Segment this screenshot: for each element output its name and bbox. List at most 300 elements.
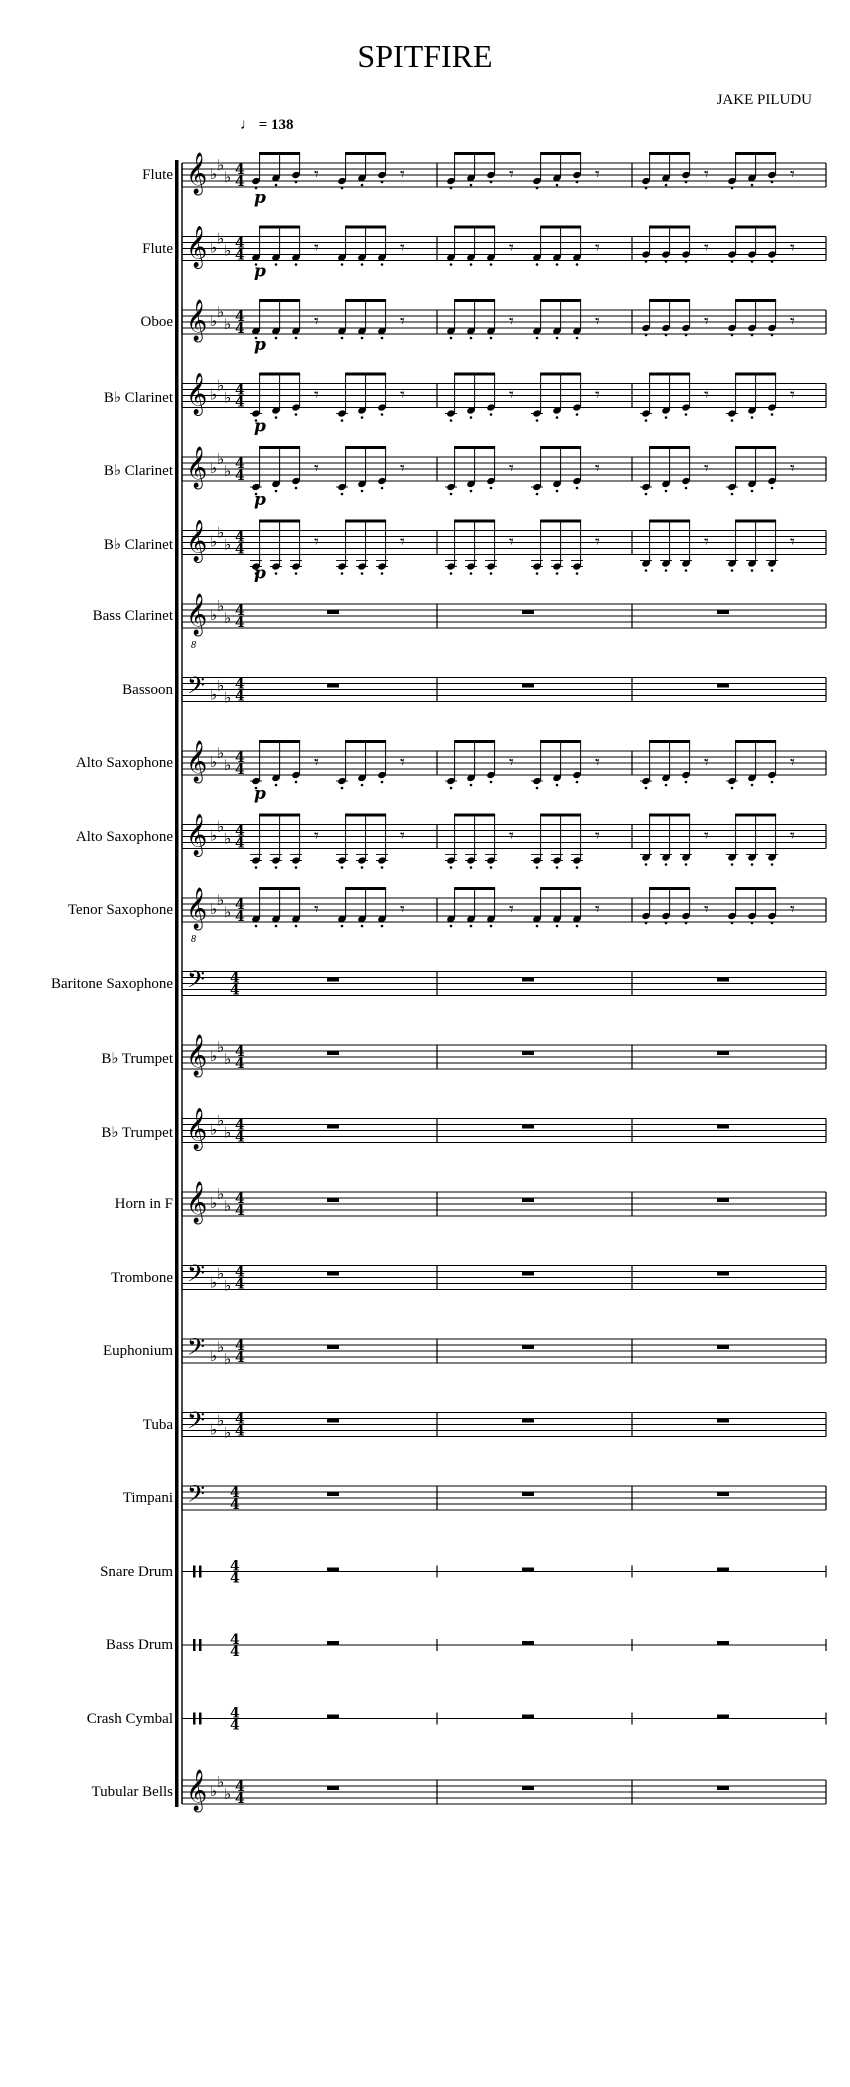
beam — [454, 152, 495, 155]
dynamic-marking: p — [254, 490, 266, 510]
eighth-rest-icon: 𝄾 — [790, 311, 795, 332]
staccato-dot — [361, 416, 364, 419]
staccato-dot — [751, 784, 754, 787]
staccato-dot — [731, 493, 734, 496]
whole-rest — [327, 1419, 339, 1423]
beam — [649, 446, 690, 449]
whole-rest — [327, 978, 339, 982]
staccato-dot — [536, 572, 539, 575]
flat-icon: ♭ — [224, 535, 232, 554]
eighth-rest-icon: 𝄾 — [314, 311, 319, 332]
staccato-dot — [255, 925, 258, 928]
instrument-label: B♭ Trumpet — [101, 1124, 173, 1141]
staccato-dot — [490, 866, 493, 869]
staccato-dot — [771, 569, 774, 572]
staccato-dot — [450, 187, 453, 190]
flat-icon: ♭ — [217, 229, 225, 248]
whole-rest — [522, 684, 534, 688]
staccato-dot — [295, 181, 298, 184]
staff-13 — [182, 1034, 826, 1077]
staccato-dot — [490, 925, 493, 928]
staccato-dot — [470, 866, 473, 869]
staccato-dot — [341, 866, 344, 869]
eighth-rest-icon: 𝄾 — [314, 237, 319, 259]
whole-rest — [717, 1715, 729, 1719]
beam — [345, 226, 386, 229]
staccato-dot — [665, 569, 668, 572]
eighth-rest-icon: 𝄾 — [400, 384, 405, 406]
treble-clef-icon: 𝄞 — [186, 888, 208, 929]
whole-rest — [327, 1272, 339, 1276]
beam — [649, 152, 690, 155]
flat-icon: ♭ — [210, 753, 218, 771]
eighth-rest-icon: 𝄾 — [314, 752, 319, 773]
whole-rest — [522, 1786, 534, 1790]
staccato-dot — [536, 493, 539, 496]
treble-clef-icon: 𝄞 — [186, 594, 208, 635]
whole-rest — [327, 1345, 339, 1349]
staccato-dot — [556, 572, 559, 575]
staff-8 — [182, 672, 826, 707]
staccato-dot — [556, 184, 559, 187]
staccato-dot — [771, 181, 774, 184]
staccato-dot — [731, 863, 734, 866]
score-title: SPITFIRE — [357, 38, 493, 74]
treble-clef-icon: 𝄞 — [186, 520, 208, 562]
staccato-dot — [685, 181, 688, 184]
whole-rest — [522, 1272, 534, 1276]
time-sig-top: 4 — [235, 309, 245, 325]
time-sig-bottom: 4 — [235, 1056, 245, 1072]
beam — [735, 152, 776, 155]
staccato-dot — [731, 334, 734, 337]
beam — [649, 520, 690, 523]
staccato-dot — [731, 419, 734, 422]
whole-rest — [717, 1198, 729, 1202]
staccato-dot — [450, 337, 453, 340]
flat-icon: ♭ — [224, 1050, 232, 1068]
eighth-rest-icon: 𝄾 — [595, 237, 600, 259]
time-sig-bottom: 4 — [230, 982, 240, 999]
staccato-dot — [665, 334, 668, 337]
time-sig-bottom: 4 — [235, 541, 245, 558]
whole-rest — [327, 1568, 339, 1572]
staccato-dot — [771, 260, 774, 263]
staccato-dot — [361, 784, 364, 787]
staccato-dot — [341, 419, 344, 422]
flat-icon: ♭ — [210, 1194, 218, 1212]
whole-rest — [717, 1786, 729, 1790]
flat-icon: ♭ — [217, 376, 225, 395]
eighth-rest-icon: 𝄾 — [704, 531, 709, 553]
staccato-dot — [381, 181, 384, 184]
whole-rest — [522, 1125, 534, 1129]
staccato-dot — [490, 337, 493, 340]
beam — [259, 226, 300, 229]
treble-clef-icon: 𝄞 — [186, 447, 208, 488]
time-sig-top: 4 — [230, 1485, 240, 1501]
staccato-dot — [576, 413, 579, 416]
beam — [735, 740, 776, 743]
flat-icon: ♭ — [210, 1120, 218, 1139]
staccato-dot — [470, 490, 473, 493]
staff-5 — [182, 446, 826, 510]
staccato-dot — [275, 784, 278, 787]
staccato-dot — [381, 925, 384, 928]
beam — [345, 814, 386, 817]
eighth-rest-icon: 𝄾 — [314, 899, 319, 920]
staccato-dot — [361, 866, 364, 869]
flat-icon: ♭ — [224, 829, 232, 848]
flat-icon: ♭ — [210, 826, 218, 845]
whole-rest — [522, 1568, 534, 1572]
staff-4 — [182, 373, 826, 437]
staccato-dot — [295, 925, 298, 928]
beam — [345, 373, 386, 376]
eighth-rest-icon: 𝄾 — [595, 899, 600, 920]
flat-icon: ♭ — [210, 606, 218, 624]
flat-icon: ♭ — [224, 315, 232, 333]
staccato-dot — [665, 922, 668, 925]
staff-14 — [182, 1108, 826, 1151]
staff-18 — [182, 1407, 826, 1442]
whole-rest — [327, 1492, 339, 1496]
beam — [259, 373, 300, 376]
time-sig-bottom: 4 — [230, 1497, 240, 1513]
staccato-dot — [490, 413, 493, 416]
flat-icon: ♭ — [224, 903, 232, 921]
flat-icon: ♭ — [224, 1785, 232, 1803]
beam — [649, 887, 690, 890]
eighth-rest-icon: 𝄾 — [790, 384, 795, 406]
staccato-dot — [771, 922, 774, 925]
time-sig-bottom: 4 — [235, 394, 245, 411]
instrument-label: Bass Drum — [105, 1637, 173, 1653]
staccato-dot — [295, 781, 298, 784]
staff-10 — [182, 814, 826, 869]
staccato-dot — [771, 863, 774, 866]
staccato-dot — [490, 181, 493, 184]
staff-21 — [182, 1632, 826, 1660]
staccato-dot — [665, 863, 668, 866]
staccato-dot — [381, 487, 384, 490]
percussion-clef-icon — [199, 1639, 202, 1651]
time-sig-top: 4 — [230, 970, 240, 987]
eighth-rest-icon: 𝄾 — [509, 384, 514, 406]
time-sig-bottom: 4 — [230, 1570, 240, 1587]
beam — [649, 740, 690, 743]
beam — [540, 446, 581, 449]
staccato-dot — [556, 784, 559, 787]
beam — [540, 226, 581, 229]
staccato-dot — [731, 787, 734, 790]
staff-6 — [182, 520, 826, 584]
treble-clef-icon: 𝄞 — [186, 1770, 208, 1811]
staff-3 — [182, 299, 826, 355]
staccato-dot — [381, 263, 384, 266]
time-sig-top: 4 — [235, 1779, 245, 1795]
staccato-dot — [645, 493, 648, 496]
staccato-dot — [576, 337, 579, 340]
staccato-dot — [381, 866, 384, 869]
staccato-dot — [576, 925, 579, 928]
time-sig-top: 4 — [235, 1411, 245, 1428]
time-sig-bottom: 4 — [235, 174, 245, 190]
eighth-rest-icon: 𝄾 — [400, 237, 405, 259]
bass-clef-icon: 𝄢 — [187, 1259, 206, 1293]
eighth-rest-icon: 𝄾 — [704, 458, 709, 479]
treble-clef-icon: 𝄞 — [186, 1035, 208, 1076]
staccato-dot — [645, 863, 648, 866]
flat-icon: ♭ — [210, 238, 218, 257]
flat-icon: ♭ — [217, 1773, 225, 1791]
staccato-dot — [295, 572, 298, 575]
whole-rest — [717, 684, 729, 688]
time-sig-top: 4 — [235, 235, 245, 252]
whole-rest — [717, 978, 729, 982]
staccato-dot — [295, 263, 298, 266]
staccato-dot — [490, 572, 493, 575]
flat-icon: ♭ — [217, 817, 225, 836]
dynamic-marking: p — [254, 563, 266, 584]
instrument-label: Snare Drum — [100, 1563, 173, 1580]
staccato-dot — [685, 413, 688, 416]
whole-rest — [717, 1568, 729, 1572]
whole-rest — [327, 684, 339, 688]
staccato-dot — [645, 260, 648, 263]
beam — [735, 446, 776, 449]
instrument-label: B♭ Clarinet — [103, 536, 173, 553]
dynamic-marking: p — [254, 335, 266, 355]
beam — [345, 740, 386, 743]
staff-19 — [182, 1480, 826, 1513]
bass-clef-icon: 𝄢 — [187, 1333, 206, 1366]
staccato-dot — [731, 922, 734, 925]
eighth-rest-icon: 𝄾 — [509, 825, 514, 847]
beam — [454, 446, 495, 449]
flat-icon: ♭ — [210, 900, 218, 918]
flat-icon: ♭ — [217, 1411, 225, 1430]
staccato-dot — [751, 490, 754, 493]
staff-9 — [182, 740, 826, 804]
time-sig-bottom: 4 — [235, 1350, 245, 1366]
staccato-dot — [361, 925, 364, 928]
treble-clef-icon: 𝄞 — [186, 814, 208, 856]
instrument-label: Bass Clarinet — [92, 608, 173, 624]
eighth-rest-icon: 𝄾 — [704, 899, 709, 920]
staccato-dot — [731, 187, 734, 190]
beam — [259, 446, 300, 449]
flat-icon: ♭ — [224, 609, 232, 627]
beam — [540, 152, 581, 155]
percussion-clef-icon — [193, 1713, 196, 1725]
bass-clef-icon: 𝄢 — [187, 965, 206, 999]
percussion-clef-icon — [199, 1566, 202, 1578]
staccato-dot — [381, 572, 384, 575]
time-sig-bottom: 4 — [235, 1423, 245, 1440]
whole-rest — [327, 1786, 339, 1790]
instrument-label: Baritone Saxophone — [50, 975, 173, 992]
time-sig-top: 4 — [230, 1705, 240, 1722]
flat-icon: ♭ — [217, 523, 225, 542]
staccato-dot — [490, 487, 493, 490]
staccato-dot — [771, 334, 774, 337]
eighth-rest-icon: 𝄾 — [400, 899, 405, 920]
staccato-dot — [685, 922, 688, 925]
flat-icon: ♭ — [224, 756, 232, 774]
staccato-dot — [771, 413, 774, 416]
whole-rest — [717, 1272, 729, 1276]
composer-name: JAKE PILUDU — [716, 92, 812, 108]
flat-icon: ♭ — [217, 156, 225, 174]
beam — [540, 887, 581, 890]
whole-rest — [522, 1641, 534, 1645]
staccato-dot — [361, 572, 364, 575]
staccato-dot — [536, 925, 539, 928]
eighth-rest-icon: 𝄾 — [790, 752, 795, 773]
staccato-dot — [536, 187, 539, 190]
eighth-rest-icon: 𝄾 — [509, 311, 514, 332]
time-sig-bottom: 4 — [235, 762, 245, 778]
time-sig-top: 4 — [235, 676, 245, 693]
staccato-dot — [450, 263, 453, 266]
instrument-label: B♭ Clarinet — [103, 389, 173, 406]
treble-clef-icon: 𝄞 — [186, 226, 208, 268]
eighth-rest-icon: 𝄾 — [595, 311, 600, 332]
flat-icon: ♭ — [217, 891, 225, 909]
staccato-dot — [685, 334, 688, 337]
staccato-dot — [275, 263, 278, 266]
eighth-rest-icon: 𝄾 — [790, 825, 795, 847]
staccato-dot — [576, 263, 579, 266]
instrument-label: B♭ Trumpet — [101, 1051, 173, 1067]
time-sig-bottom: 4 — [235, 247, 245, 264]
staccato-dot — [685, 863, 688, 866]
time-sig-top: 4 — [235, 1338, 245, 1354]
whole-rest — [717, 1345, 729, 1349]
time-sig-bottom: 4 — [235, 909, 245, 925]
beam — [259, 520, 300, 523]
time-sig-bottom: 4 — [235, 688, 245, 705]
instrument-label: B♭ Clarinet — [103, 463, 173, 479]
staccato-dot — [470, 184, 473, 187]
time-sig-top: 4 — [235, 823, 245, 840]
staccato-dot — [645, 187, 648, 190]
beam — [345, 520, 386, 523]
flat-icon: ♭ — [224, 168, 232, 186]
beam — [735, 299, 776, 302]
time-sig-top: 4 — [235, 456, 245, 472]
beam — [345, 887, 386, 890]
staccato-dot — [576, 487, 579, 490]
whole-rest — [327, 1125, 339, 1129]
eighth-rest-icon: 𝄾 — [595, 384, 600, 406]
staccato-dot — [685, 487, 688, 490]
staff-2 — [182, 226, 826, 282]
staccato-dot — [361, 263, 364, 266]
staccato-dot — [341, 787, 344, 790]
staccato-dot — [645, 334, 648, 337]
flat-icon: ♭ — [210, 459, 218, 477]
time-sig-top: 4 — [235, 1264, 245, 1281]
eighth-rest-icon: 𝄾 — [314, 384, 319, 406]
staccato-dot — [751, 184, 754, 187]
staff-17 — [182, 1333, 826, 1368]
eighth-rest-icon: 𝄾 — [314, 164, 319, 185]
flat-icon: ♭ — [217, 1111, 225, 1130]
eighth-rest-icon: 𝄾 — [595, 752, 600, 773]
staccato-dot — [450, 572, 453, 575]
staccato-dot — [341, 572, 344, 575]
staccato-dot — [665, 260, 668, 263]
flat-icon: ♭ — [210, 1782, 218, 1800]
time-sig-bottom: 4 — [235, 1129, 245, 1146]
flat-icon: ♭ — [217, 744, 225, 762]
time-sig-bottom: 4 — [235, 1203, 245, 1219]
staccato-dot — [556, 416, 559, 419]
flat-icon: ♭ — [217, 597, 225, 615]
staff-16 — [182, 1260, 826, 1295]
bass-clef-icon: 𝄢 — [187, 671, 206, 705]
treble-clef-icon: 𝄞 — [186, 153, 208, 194]
time-sig-top: 4 — [235, 162, 245, 178]
instrument-label: Flute — [142, 240, 173, 257]
eighth-rest-icon: 𝄾 — [400, 458, 405, 479]
staccato-dot — [341, 337, 344, 340]
staccato-dot — [771, 487, 774, 490]
beam — [735, 373, 776, 376]
eighth-rest-icon: 𝄾 — [400, 825, 405, 847]
staff-23 — [182, 1769, 826, 1812]
staccato-dot — [576, 181, 579, 184]
staccato-dot — [665, 784, 668, 787]
eighth-rest-icon: 𝄾 — [790, 164, 795, 185]
time-sig-bottom: 4 — [230, 1717, 240, 1734]
instrument-label: Euphonium — [103, 1343, 173, 1359]
staccato-dot — [665, 184, 668, 187]
whole-rest — [327, 1051, 339, 1055]
beam — [259, 152, 300, 155]
eighth-rest-icon: 𝄾 — [400, 311, 405, 332]
beam — [735, 226, 776, 229]
instrument-label: Alto Saxophone — [75, 755, 173, 771]
beam — [649, 299, 690, 302]
beam — [649, 814, 690, 817]
staff-12 — [182, 966, 826, 999]
beam — [454, 887, 495, 890]
time-sig-top: 4 — [235, 1117, 245, 1134]
time-sig-top: 4 — [230, 1632, 240, 1648]
dynamic-marking: p — [254, 416, 266, 437]
time-sig-bottom: 4 — [230, 1644, 240, 1660]
beam — [454, 814, 495, 817]
staccato-dot — [685, 781, 688, 784]
whole-rest — [717, 1419, 729, 1423]
percussion-clef-icon — [199, 1713, 202, 1725]
instrument-label: Tubular Bells — [91, 1784, 173, 1800]
eighth-rest-icon: 𝄾 — [704, 164, 709, 185]
staccato-dot — [556, 866, 559, 869]
time-sig-top: 4 — [235, 603, 245, 619]
beam — [540, 520, 581, 523]
staccato-dot — [275, 337, 278, 340]
flat-icon: ♭ — [217, 1264, 225, 1283]
eighth-rest-icon: 𝄾 — [790, 237, 795, 259]
whole-rest — [717, 610, 729, 614]
staccato-dot — [685, 569, 688, 572]
beam — [540, 740, 581, 743]
flat-icon: ♭ — [217, 1338, 225, 1356]
